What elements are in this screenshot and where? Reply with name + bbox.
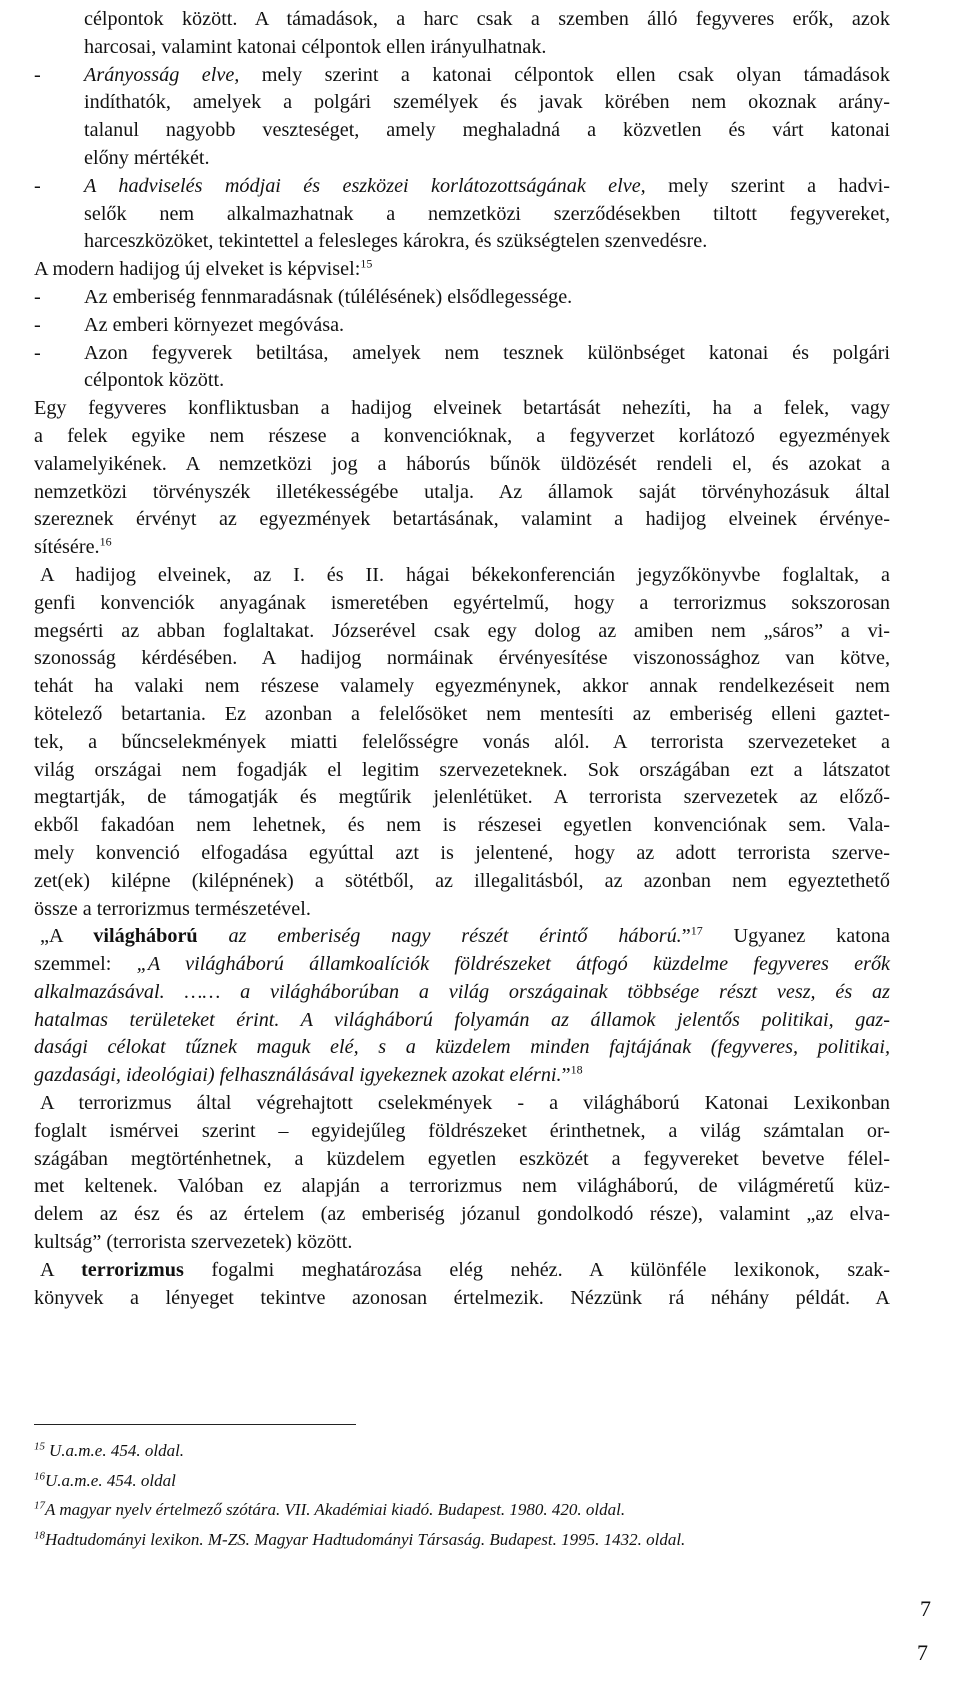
footnote [34, 1436, 890, 1466]
text-run: szereznek érvényt az egyezmények betartásának, valamint a hadijog elveinek érvénye- [34, 508, 890, 531]
text-run: Azon fegyverek betiltása, amelyek nem tesznek különbséget katonai és polgári [84, 341, 890, 364]
text-line [34, 840, 890, 868]
footnote-text: Hadtudományi lexikon. M-ZS. Magyar Hadtudományi Társaság. Budapest. 1995. 1432. oldal. [45, 1529, 686, 1549]
footnotes [34, 1436, 890, 1554]
text-line [34, 534, 890, 562]
text-line [34, 1118, 890, 1146]
text-line [34, 173, 890, 201]
text-line [34, 868, 890, 896]
text-line [34, 645, 890, 673]
footnote-number: 16 [34, 1469, 45, 1482]
text-run: világ országai nem fogadják el legitim szervezeteknek. Sok országában ezt a látszatot [34, 758, 890, 781]
text-line [34, 1034, 890, 1062]
text-line [34, 34, 890, 62]
text-run: talanul nagyobb veszteséget, amely meghaladná a közvetlen és várt katonai [84, 119, 890, 142]
text-run: ” [681, 925, 691, 948]
text-run: tehát ha valaki nem részese valamely egyezménynek, akkor annak rendelkezéseit nem [34, 675, 890, 698]
text-run: met keltenek. Valóban ez alapján a terrorizmus nem világháború, de világméretű küz- [34, 1175, 890, 1198]
footnote-ref: 17 [690, 923, 703, 938]
text-line [34, 590, 890, 618]
text-run: nemzetközi törvényszék illetékességébe utalja. Az államok saját törvényhozásuk által [34, 480, 890, 503]
text-run: mely konvenció elfogadása egyúttal azt is jelentené, hogy az adott terrorista szerve- [34, 841, 890, 864]
text-line [34, 62, 890, 90]
text-run: zet(ek) kilépne (kilépnének) a sötétből, az illegalitásból, az azonban nem egyeztethető [34, 869, 890, 892]
text-run: alkalmazásával. …… a világháborúban a világ országainak többsége részt vesz, és az [34, 980, 890, 1003]
footnote-ref: 18 [570, 1062, 583, 1077]
page-number: 7 [917, 1640, 928, 1665]
text-run: dasági célokat tűznek maguk elé, s a küzdelem minden fajtájának (fegyveres, politikai, [34, 1036, 890, 1059]
text-run: sítésére. [34, 536, 100, 559]
footnote [34, 1466, 890, 1496]
text-line [34, 256, 890, 284]
text-run: tek, a bűncselekmények miatti felelősségre vonás alól. A terrorista szervezeteket a [34, 730, 890, 753]
text-run: megtartják, de támogatják és megtűrik jelenlétüket. A terrorista szervezetek az előző- [34, 786, 890, 809]
text-run: szágában megtörténhetnek, a küzdelem egyetlen eszközét a fegyvereket bevetve félel- [34, 1147, 890, 1170]
text-line [34, 89, 890, 117]
text-run: gazdasági, ideológiai) felhasználásával igyekeznek azokat elérni. [34, 1064, 562, 1087]
footnote-number: 17 [34, 1499, 45, 1512]
text-run: szemmel: [34, 953, 137, 976]
text-line [34, 451, 890, 479]
text-line [34, 951, 890, 979]
text-line [34, 284, 890, 312]
text-run: valamelyikének. A nemzetközi jog a háborús bűnök üldözését rendeli el, és azokat a [34, 452, 890, 475]
footnote [34, 1525, 890, 1555]
text-line [34, 729, 890, 757]
text-run: ” [561, 1064, 571, 1087]
text-line [34, 145, 890, 173]
text-run: A terrorizmus által végrehajtott cselekmények - a világháború Katonai Lexikonban [40, 1092, 890, 1115]
text-run: a felek egyike nem részese a konvencióknak, a fegyverzet korlátozó egyezmények [34, 424, 890, 447]
text-run: Az emberi környezet megóvása. [84, 313, 345, 336]
text-line [34, 757, 890, 785]
footnote-number: 18 [34, 1528, 45, 1541]
text-run: világháború [93, 925, 198, 948]
list-dash: - [34, 341, 41, 364]
text-run: foglalt ismérvei szerint – egyidejűleg földrészeket érinthetnek, a világ számtalan or- [34, 1119, 890, 1142]
text-run: selők nem alkalmazhatnak a nemzetközi szerződésekben tiltott fegyvereket, [84, 202, 890, 225]
text-run: indíthatók, amelyek a polgári személyek és javak körében nem okoznak arány- [84, 91, 890, 114]
text-line [34, 673, 890, 701]
text-line [34, 201, 890, 229]
text-run: megsérti az abban foglaltakat. Józserével csak egy dolog az amiben nem „sáros” a vi- [34, 619, 890, 642]
footnote-ref: 15 [360, 256, 373, 271]
footnote [34, 1495, 890, 1525]
text-line [34, 340, 890, 368]
text-line [34, 1062, 890, 1090]
text-line [34, 979, 890, 1007]
footnote-ref: 16 [99, 534, 112, 549]
text-run: harcosai, valamint katonai célpontok ellen irányulhatnak. [84, 35, 547, 58]
footnote-text: U.a.m.e. 454. oldal [45, 1470, 176, 1490]
document-body [34, 6, 890, 1312]
text-run: A hadijog elveinek, az I. és II. hágai békekonferencián jegyzőkönyvbe foglaltak, a [40, 563, 890, 586]
text-run: célpontok között. A támadások, a harc csak a szemben álló fegyveres erők, azok [84, 8, 890, 30]
text-run: A hadviselés módjai és eszközei korlátozottságának elve, [84, 174, 646, 197]
text-line [34, 1285, 890, 1313]
text-run: mely szerint a hadvi- [645, 174, 890, 197]
text-run: genfi konvenciók anyagának ismeretében egyértelmű, hogy a terrorizmus sokszorosan [34, 591, 890, 614]
text-line [34, 1229, 890, 1257]
text-line [34, 367, 890, 395]
text-run: szonosság kérdésében. A hadijog normáinak érvényesítése viszonossághoz van kötve, [34, 647, 890, 670]
text-line [34, 1090, 890, 1118]
text-run: Arányosság elve, [84, 63, 240, 86]
text-run: A modern hadijog új elveket is képvisel: [34, 258, 361, 281]
text-line [34, 1201, 890, 1229]
text-line [34, 1173, 890, 1201]
text-line [34, 562, 890, 590]
text-line [34, 423, 890, 451]
text-run: terrorizmus [81, 1258, 184, 1281]
text-run: célpontok között. [84, 369, 225, 392]
text-line [34, 395, 890, 423]
text-line [34, 506, 890, 534]
text-line [34, 896, 890, 924]
text-line [34, 1007, 890, 1035]
list-dash: - [34, 285, 41, 308]
text-line [34, 701, 890, 729]
footnote-text: A magyar nyelv értelmező szótára. VII. Akadémiai kiadó. Budapest. 1980. 420. oldal. [45, 1500, 626, 1519]
footnote-number: 15 [34, 1440, 45, 1453]
text-run: fogalmi meghatározása elég nehéz. A különféle lexikonok, szak- [183, 1258, 890, 1281]
text-line [34, 6, 890, 34]
text-run: az emberiség nagy részét érintő háború. [197, 925, 682, 948]
text-run: Az emberiség fennmaradásnak (túlélésének) elsődlegessége. [84, 285, 573, 308]
text-run: előny mértékét. [84, 146, 210, 169]
text-run: könyvek a lényeget tekintve azonosan értelmezik. Nézzünk rá néhány példát. A [34, 1286, 890, 1309]
text-run: Egy fegyveres konfliktusban a hadijog elveinek betartását nehezíti, ha a felek, vagy [34, 397, 890, 420]
text-line [34, 812, 890, 840]
text-line [34, 1146, 890, 1174]
text-line [34, 312, 890, 340]
text-line [34, 1257, 890, 1285]
text-run: hatalmas területeket érint. A világháború folyamán az államok jelentős politikai, gaz- [34, 1008, 890, 1031]
text-run: harceszközöket, tekintettel a felesleges károkra, és szükségtelen szenvedésre. [84, 230, 708, 253]
footnote-text: U.a.m.e. 454. oldal. [49, 1441, 185, 1460]
footnote-rule [34, 1424, 356, 1425]
list-dash: - [34, 174, 41, 197]
text-line [34, 479, 890, 507]
text-line [34, 618, 890, 646]
text-run: „A [40, 925, 94, 948]
text-run: Ugyanez katona [702, 925, 890, 948]
text-run: delem az ész és az értelem (az emberiség józanul gondolkodó része), valamint „az elva- [34, 1203, 890, 1226]
text-line [34, 923, 890, 951]
text-run: kötelező betartania. Ez azonban a felelősöket nem mentesíti az emberiség elleni gaztet- [34, 702, 890, 725]
text-line [34, 784, 890, 812]
text-run: kultság” (terrorista szervezetek) között. [34, 1231, 353, 1254]
list-dash: - [34, 313, 41, 336]
text-run: „A világháború államkoalíciók földrészeket átfogó küzdelme fegyveres erők [136, 953, 890, 976]
text-line [34, 117, 890, 145]
text-run: össze a terrorizmus természetével. [34, 897, 311, 920]
list-dash: - [34, 63, 41, 86]
text-run: A [40, 1258, 82, 1281]
side-mark: 7 [920, 1596, 931, 1621]
text-run: ekből fakadóan nem lehetnek, és nem is részesei egyetlen konvenciónak sem. Vala- [34, 814, 890, 837]
text-line [34, 228, 890, 256]
text-run: mely szerint a katonai célpontok ellen csak olyan támadások [239, 63, 890, 86]
